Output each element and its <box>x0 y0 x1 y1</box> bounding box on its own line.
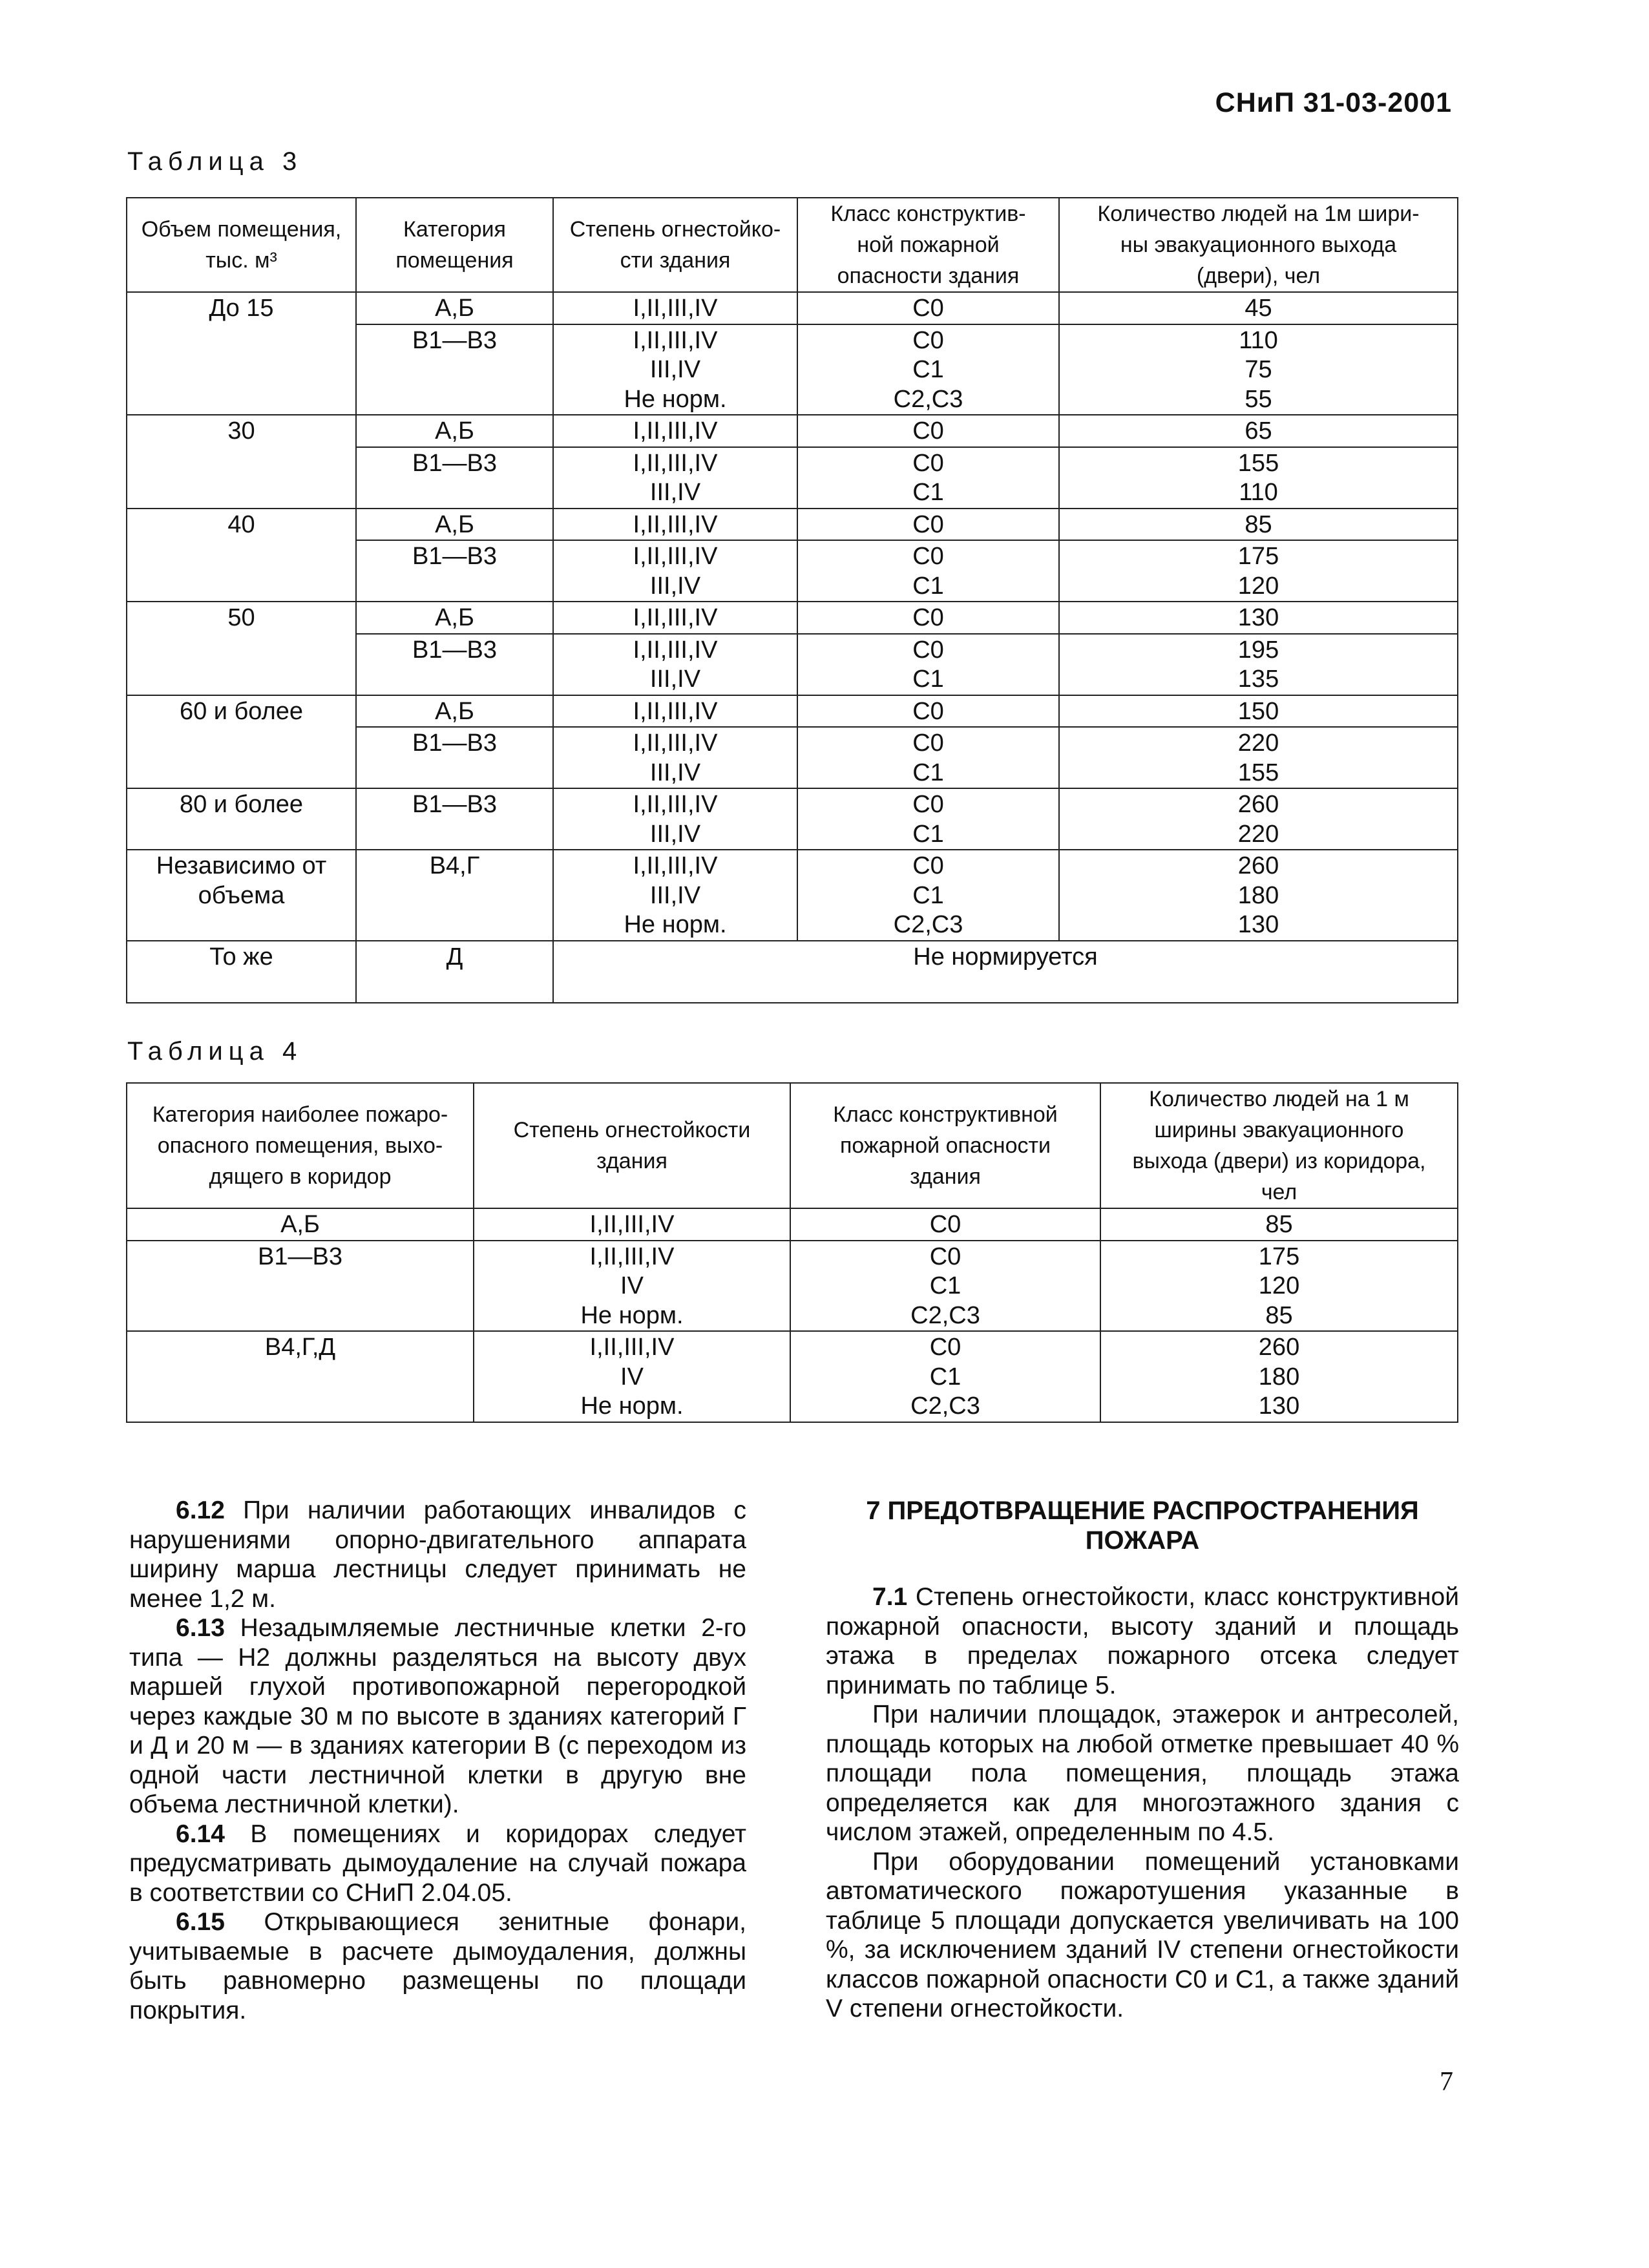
cell-line: 175 <box>1237 543 1279 570</box>
cell-line: пожарной опасности <box>839 1133 1051 1158</box>
hazard-class-cell <box>797 447 1059 509</box>
cell-line: IV <box>620 1272 644 1299</box>
category-cell: В1—В3 <box>356 447 553 509</box>
category-cell: А,Б <box>356 415 553 447</box>
cell-line: 130 <box>1237 604 1279 631</box>
fire-resistance-cell <box>553 324 797 415</box>
cell-line: IV <box>620 1363 644 1391</box>
cell-line: С1 <box>912 356 944 383</box>
volume-cell <box>127 850 356 941</box>
cell-line: 220 <box>1237 820 1279 848</box>
table-row <box>127 602 1458 634</box>
table-row <box>127 1208 1458 1241</box>
cell-line: С0 <box>929 1334 961 1361</box>
table-row <box>127 509 1458 541</box>
people-count-cell <box>1059 850 1458 941</box>
cell-line: выхода (двери) из коридора, <box>1132 1149 1426 1173</box>
cell-line: I,II,III,IV <box>633 697 718 725</box>
clause-number: 6.15 <box>176 1908 225 1936</box>
hazard-class-cell <box>797 324 1059 415</box>
cell-line: ной пожарной <box>857 233 1000 257</box>
cell-line: 60 и более <box>179 697 304 725</box>
hazard-class-cell <box>797 634 1059 695</box>
people-count-cell <box>1059 447 1458 509</box>
table3 <box>126 197 1458 1003</box>
people-count-cell <box>1059 602 1458 634</box>
cell-line: 135 <box>1237 666 1279 693</box>
cell-line: тыс. м³ <box>205 248 277 273</box>
cell-line: 85 <box>1265 1301 1293 1329</box>
cell-line: 155 <box>1237 759 1279 786</box>
cell-line: Не норм. <box>580 1301 684 1329</box>
cell-line: Не норм. <box>624 385 727 413</box>
cell-line: I,II,III,IV <box>633 604 718 631</box>
cell-line: Независимо от <box>156 852 327 879</box>
clause-number: 6.13 <box>176 1614 225 1642</box>
fire-resistance-cell <box>474 1331 790 1422</box>
table4-header-cell <box>790 1083 1100 1208</box>
table-row <box>127 1331 1458 1422</box>
cell-line: помещения <box>395 248 514 273</box>
cell-line: объема <box>198 881 285 909</box>
people-count-cell <box>1059 788 1458 850</box>
table3-header-cell <box>553 198 797 292</box>
cell-line: 130 <box>1258 1392 1300 1420</box>
hazard-class-cell <box>790 1208 1100 1241</box>
cell-line: ширины эвакуационного <box>1154 1118 1404 1142</box>
people-count-cell <box>1059 540 1458 602</box>
cell-line: 85 <box>1245 510 1272 538</box>
fire-resistance-cell <box>474 1208 790 1241</box>
cell-line: С0 <box>912 326 944 354</box>
cell-line: С1 <box>912 479 944 506</box>
left-column-text <box>129 1496 746 2025</box>
clause-paragraph <box>826 1847 1459 2024</box>
clause-text: Степень огнестойкости, класс конструктивной пожарной опасности, высоту зданий и площадь этажа в пределах пожарного отсека следует принимать по таблице 5. <box>826 1583 1459 1699</box>
cell-line: 65 <box>1245 417 1272 445</box>
table-row <box>127 850 1458 941</box>
document-code: СНиП 31-03-2001 <box>1215 87 1452 118</box>
cell-line: III,IV <box>649 356 701 383</box>
clause-paragraph <box>129 1820 746 1908</box>
cell-line: 120 <box>1237 572 1279 600</box>
cell-line: 260 <box>1237 852 1279 879</box>
cell-line: С2,С3 <box>893 385 963 413</box>
table4-header-cell <box>1100 1083 1458 1208</box>
clause-paragraph <box>826 1700 1459 1847</box>
cell-line: С1 <box>912 572 944 600</box>
category-cell: В1—В3 <box>356 324 553 415</box>
table4-header-cell <box>127 1083 474 1208</box>
cell-line: III,IV <box>649 820 701 848</box>
fire-resistance-cell <box>553 602 797 634</box>
cell-line: С1 <box>912 881 944 909</box>
cell-line: Категория наиболее пожаро- <box>152 1102 448 1127</box>
cell-line: здания <box>910 1164 981 1189</box>
volume-cell <box>127 415 356 509</box>
cell-line: I,II,III,IV <box>633 852 718 879</box>
volume-cell <box>127 788 356 850</box>
cell-line: Степень огнестойкости <box>513 1118 751 1142</box>
people-count-cell <box>1059 727 1458 788</box>
hazard-class-cell <box>797 509 1059 541</box>
cell-line: 110 <box>1239 326 1278 354</box>
cell-line: 175 <box>1258 1243 1300 1270</box>
table3-header-cell <box>1059 198 1458 292</box>
cell-line: III,IV <box>649 666 701 693</box>
people-count-cell <box>1100 1331 1458 1422</box>
cell-line: 180 <box>1237 881 1279 909</box>
cell-line: 40 <box>227 510 255 538</box>
people-count-cell <box>1059 695 1458 728</box>
cell-line: III,IV <box>649 759 701 786</box>
volume-cell <box>127 695 356 789</box>
cell-line: Категория <box>403 217 506 242</box>
cell-line: С0 <box>929 1243 961 1270</box>
cell-line: I,II,III,IV <box>589 1334 675 1361</box>
fire-resistance-cell <box>553 540 797 602</box>
people-count-cell <box>1100 1241 1458 1332</box>
cell-line: сти здания <box>620 248 731 273</box>
hazard-class-cell <box>790 1331 1100 1422</box>
cell-line: дящего в коридор <box>209 1164 392 1189</box>
cell-line: I,II,III,IV <box>633 730 718 757</box>
category-cell: В1—В3 <box>356 634 553 695</box>
cell-line: С0 <box>912 449 944 477</box>
table3-header-cell <box>127 198 356 292</box>
clause-text: Открывающиеся зенитные фонари, учитываемые в расчете дымоудаления, должны быть равномерно размещены по площади покрытия. <box>129 1908 746 2024</box>
cell-line: Класс конструктивной <box>833 1102 1058 1127</box>
clause-paragraph <box>129 1907 746 2025</box>
cell-line: (двери), чел <box>1196 264 1321 288</box>
cell-line: 45 <box>1245 295 1272 322</box>
cell-line: 30 <box>227 417 255 445</box>
fire-resistance-cell <box>553 788 797 850</box>
cell-line: I,II,III,IV <box>633 449 718 477</box>
category-cell: В4,Г <box>356 850 553 941</box>
cell-line: 85 <box>1265 1211 1293 1238</box>
cell-line: С0 <box>912 295 944 322</box>
cell-line: Объем помещения, <box>141 217 342 242</box>
fire-resistance-cell <box>553 447 797 509</box>
cell-line: С1 <box>929 1272 961 1299</box>
cell-line: С0 <box>912 852 944 879</box>
cell-line: С1 <box>912 759 944 786</box>
volume-cell: То же <box>127 941 356 1003</box>
cell-line: I,II,III,IV <box>589 1211 675 1238</box>
people-count-cell <box>1059 324 1458 415</box>
category-cell: В1—В3 <box>356 788 553 850</box>
hazard-class-cell <box>797 727 1059 788</box>
clause-paragraph <box>129 1613 746 1820</box>
cell-line: I,II,III,IV <box>633 543 718 570</box>
table-row <box>127 292 1458 324</box>
table-row <box>127 1241 1458 1332</box>
table3-header-cell <box>797 198 1059 292</box>
cell-line: С1 <box>929 1363 961 1391</box>
category-cell: А,Б <box>127 1208 474 1241</box>
cell-line: С0 <box>912 417 944 445</box>
section-7-heading: 7 ПРЕДОТВРАЩЕНИЕ РАСПРОСТРАНЕНИЯ ПОЖАРА <box>866 1496 1419 1555</box>
table-row <box>127 695 1458 728</box>
not-normalized-cell: Не нормируется <box>553 941 1458 1003</box>
table4-caption: Таблица 4 <box>127 1037 303 1066</box>
cell-line: С2,С3 <box>893 911 963 938</box>
cell-line: III,IV <box>649 881 701 909</box>
cell-line: I,II,III,IV <box>589 1243 675 1270</box>
cell-line: I,II,III,IV <box>633 326 718 354</box>
category-cell: Д <box>356 941 553 1003</box>
cell-line: Не норм. <box>624 911 727 938</box>
cell-line: С1 <box>912 666 944 693</box>
hazard-class-cell <box>797 415 1059 447</box>
clause-text: При наличии площадок, этажерок и антресолей, площадь которых на любой отметке превышает 40 % площади пола помещения, площадь этажа определяется как для многоэтажного здания с числом этажей, определенным по 4.5. <box>826 1701 1459 1846</box>
cell-line: опасности здания <box>837 264 1020 288</box>
hazard-class-cell <box>797 602 1059 634</box>
cell-line: I,II,III,IV <box>633 295 718 322</box>
fire-resistance-cell <box>553 292 797 324</box>
category-cell: В1—В3 <box>356 727 553 788</box>
cell-line: С0 <box>912 791 944 818</box>
clause-number: 6.14 <box>176 1820 225 1848</box>
clause-text: При наличии работающих инвалидов с нарушениями опорно-двигательного аппарата ширину марша лестницы следует принимать не менее 1,2 м. <box>129 1496 746 1613</box>
cell-line: 50 <box>227 604 255 631</box>
people-count-cell <box>1059 509 1458 541</box>
cell-line: III,IV <box>649 572 701 600</box>
cell-line: 220 <box>1237 730 1279 757</box>
cell-line: До 15 <box>209 295 274 322</box>
cell-line: С2,С3 <box>910 1392 980 1420</box>
fire-resistance-cell <box>553 415 797 447</box>
people-count-cell <box>1059 292 1458 324</box>
people-count-cell <box>1100 1208 1458 1241</box>
clause-number: 6.12 <box>176 1496 225 1524</box>
cell-line: С0 <box>912 730 944 757</box>
hazard-class-cell <box>797 850 1059 941</box>
fire-resistance-cell <box>553 634 797 695</box>
cell-line: С0 <box>912 510 944 538</box>
cell-line: С0 <box>912 543 944 570</box>
cell-line: I,II,III,IV <box>633 791 718 818</box>
cell-line: 75 <box>1245 356 1272 383</box>
volume-cell <box>127 602 356 695</box>
cell-line: С1 <box>912 820 944 848</box>
cell-line: ны эвакуационного выхода <box>1120 233 1397 257</box>
cell-line: 80 и более <box>179 791 304 818</box>
right-column-text <box>826 1496 1459 2024</box>
cell-line: III,IV <box>649 479 701 506</box>
cell-line: чел <box>1261 1180 1297 1204</box>
cell-line: I,II,III,IV <box>633 636 718 664</box>
cell-line: С0 <box>929 1211 961 1238</box>
cell-line: Класс конструктив- <box>830 202 1026 226</box>
cell-line: С0 <box>912 636 944 664</box>
cell-line: Количество людей на 1 м <box>1149 1087 1409 1111</box>
category-cell: В1—В3 <box>356 540 553 602</box>
cell-line: С0 <box>912 604 944 631</box>
fire-resistance-cell <box>553 695 797 728</box>
cell-line: I,II,III,IV <box>633 417 718 445</box>
table3-caption: Таблица 3 <box>127 147 303 176</box>
fire-resistance-cell <box>474 1241 790 1332</box>
category-cell: А,Б <box>356 292 553 324</box>
table4 <box>126 1082 1458 1423</box>
cell-line: I,II,III,IV <box>633 510 718 538</box>
category-cell: В1—В3 <box>127 1241 474 1332</box>
hazard-class-cell <box>797 695 1059 728</box>
fire-resistance-cell <box>553 509 797 541</box>
cell-line: 110 <box>1239 479 1278 506</box>
category-cell: А,Б <box>356 602 553 634</box>
table4-header-cell <box>474 1083 790 1208</box>
page-number: 7 <box>1440 2067 1453 2097</box>
table-row <box>127 941 1458 1003</box>
cell-line: 120 <box>1258 1272 1300 1299</box>
cell-line: С2,С3 <box>910 1301 980 1329</box>
fire-resistance-cell <box>553 727 797 788</box>
volume-cell <box>127 292 356 415</box>
people-count-cell <box>1059 634 1458 695</box>
hazard-class-cell <box>797 788 1059 850</box>
cell-line: опасного помещения, выхо- <box>157 1133 443 1158</box>
people-count-cell <box>1059 415 1458 447</box>
cell-line: С0 <box>912 697 944 725</box>
cell-line: Не норм. <box>580 1392 684 1420</box>
hazard-class-cell <box>790 1241 1100 1332</box>
cell-line: 130 <box>1237 911 1279 938</box>
hazard-class-cell <box>797 540 1059 602</box>
cell-line: 55 <box>1245 385 1272 413</box>
cell-line: 195 <box>1237 636 1279 664</box>
table-row <box>127 415 1458 447</box>
cell-line: Степень огнестойко- <box>569 217 781 242</box>
cell-line: 180 <box>1258 1363 1300 1391</box>
cell-line: Количество людей на 1м шири- <box>1097 202 1420 226</box>
clause-number: 7.1 <box>872 1583 908 1611</box>
hazard-class-cell <box>797 292 1059 324</box>
cell-line: 260 <box>1258 1334 1300 1361</box>
category-cell: А,Б <box>356 509 553 541</box>
clause-paragraph <box>826 1582 1459 1700</box>
table3-header-cell <box>356 198 553 292</box>
cell-line: 155 <box>1237 449 1279 477</box>
category-cell: А,Б <box>356 695 553 728</box>
cell-line: 260 <box>1237 791 1279 818</box>
table-row <box>127 788 1458 850</box>
cell-line: здания <box>596 1149 667 1173</box>
category-cell: В4,Г,Д <box>127 1331 474 1422</box>
volume-cell <box>127 509 356 602</box>
cell-line: 150 <box>1237 697 1279 725</box>
clause-text: В помещениях и коридорах следует предусматривать дымоудаление на случай пожара в соответствии со СНиП 2.04.05. <box>129 1820 746 1907</box>
clause-text: При оборудовании помещений установками автоматического пожаротушения указанные в таблице 5 площади допускается увеличивать на 100 %, за исключением зданий IV степени огнестойкости классов пожарной опасности С0 и С1, а также зданий V степени огнестойкости. <box>826 1847 1459 2022</box>
clause-text: Незадымляемые лестничные клетки 2-го типа — Н2 должны разделяться на высоту двух маршей глухой противопожарной перегородкой через каждые 30 м по высоте в зданиях категорий Г и Д и 20 м — в зданиях категории В (с переходом из одной части лестничной клетки в другую вне объема лестничной клетки). <box>129 1614 746 1818</box>
clause-paragraph <box>129 1496 746 1613</box>
fire-resistance-cell <box>553 850 797 941</box>
